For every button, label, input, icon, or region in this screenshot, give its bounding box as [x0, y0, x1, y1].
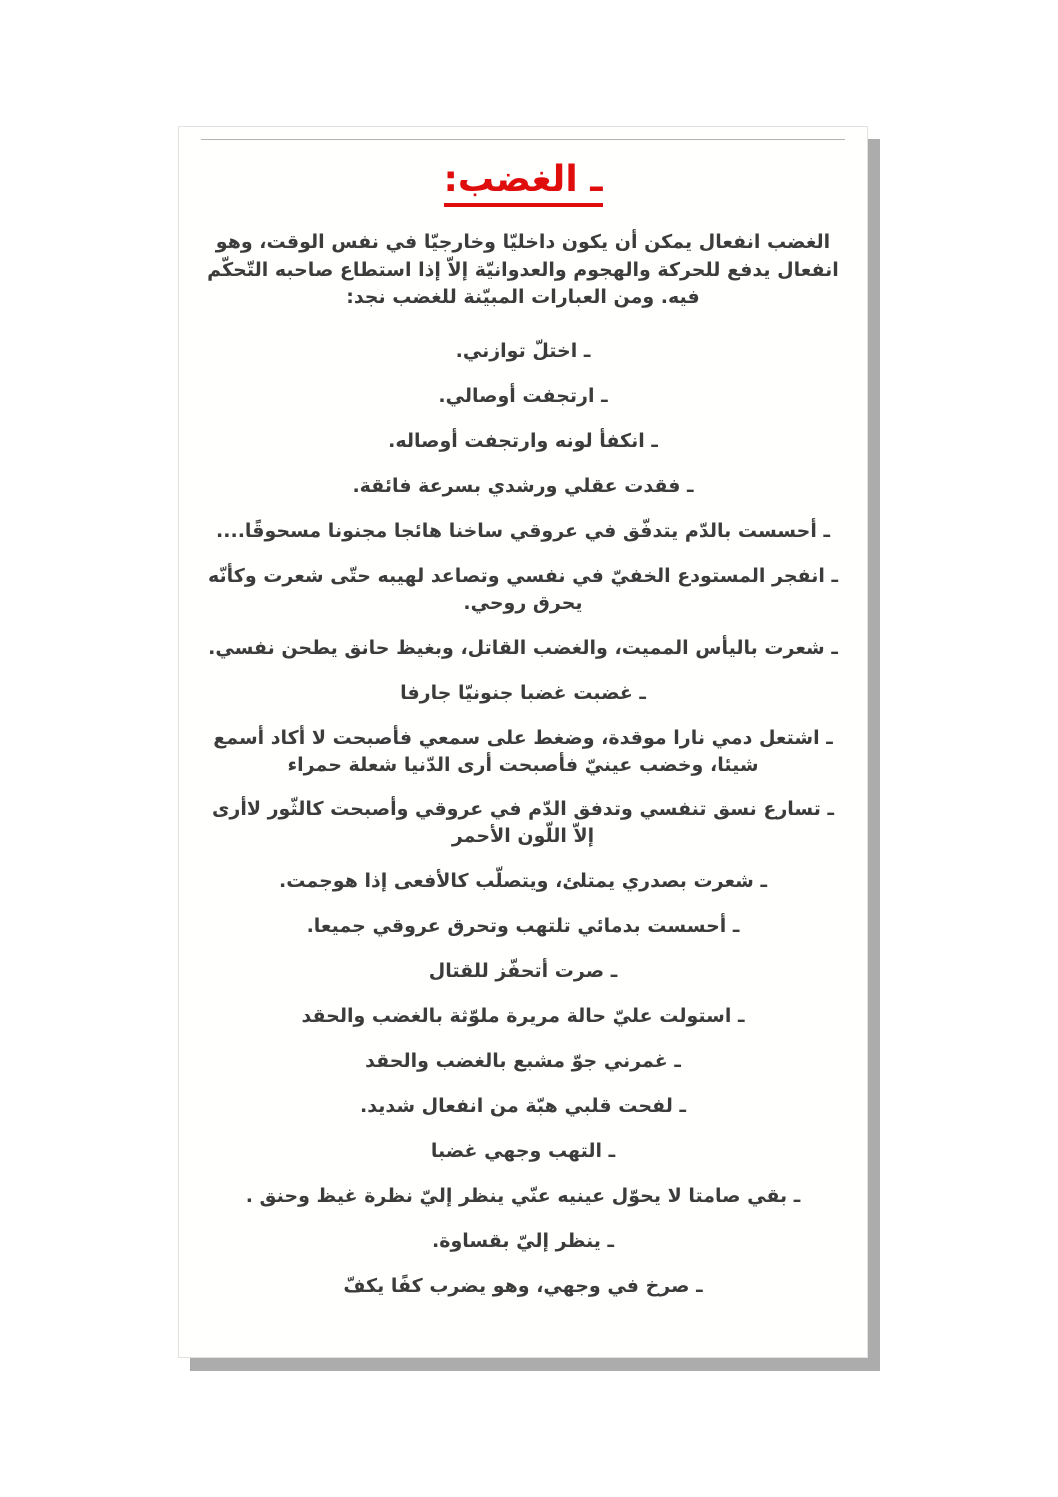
phrase-item: ـ ارتجفت أوصالي. — [438, 384, 608, 407]
phrase-item: ـ تسارع نسق تنفسي وتدفق الدّم في عروقي وأصبحت كالثّور لاأرى إلاّ اللّون الأحمر — [211, 798, 835, 848]
phrase-item: ـ غضبت غضبا جنونيّا جارفا — [400, 681, 646, 704]
phrase-item: ـ صرت أتحفّز للقتال — [428, 960, 618, 983]
phrase-item: ـ صرخ في وجهي، وهو يضرب كفًا يكفّ — [343, 1275, 703, 1298]
top-rule — [201, 139, 845, 140]
phrase-item: ـ اختلّ توازني. — [455, 339, 591, 362]
page-title — [199, 158, 847, 201]
page-title-text: ـ الغضب: — [444, 159, 603, 207]
phrase-item: ـ غمرني جوّ مشبع بالغضب والحقد — [365, 1050, 681, 1073]
phrase-item: ـ أحسست بدمائي تلتهب وتحرق عروقي جميعا. — [306, 915, 740, 938]
phrase-item: ـ التهب وجهي غضبا — [430, 1140, 616, 1163]
phrase-item: ـ شعرت باليأس المميت، والغضب القاتل، وبغيظ حانق يطحن نفسي. — [208, 636, 838, 659]
phrase-item: ـ شعرت بصدري يمتلئ، ويتصلّب كالأفعى إذا هوجمت. — [279, 870, 767, 893]
phrase-item: ـ فقدت عقلي ورشدي بسرعة فائقة. — [352, 474, 694, 497]
phrase-item: ـ استولت عليّ حالة مريرة ملوّثة بالغضب والحقد — [301, 1005, 745, 1028]
phrase-item: ـ انفجر المستودع الخفيّ في نفسي وتصاعد لهيبه حتّى شعرت وكأنّه يحرق روحي. — [208, 564, 838, 614]
phrase-item: ـ بقي صامتا لا يحوّل عينيه عنّي ينظر إليّ نظرة غيظ وحنق . — [245, 1185, 801, 1208]
phrase-item: ـ انكفأ لونه وارتجفت أوصاله. — [388, 429, 658, 452]
phrase-item: ـ ينظر إليّ بقساوة. — [432, 1230, 614, 1253]
phrase-item: ـ اشتعل دمي نارا موقدة، وضغط على سمعي فأصبحت لا أكاد أسمع شيئا، وخضب عينيّ فأصبحت أرى الدّنيا شعلة حمراء — [213, 726, 833, 776]
phrase-item: ـ أحسست بالدّم يتدفّق في عروقي ساخنا هائجا مجنونا مسحوقًا.... — [216, 519, 830, 542]
phrase-item: ـ لفحت قلبي هبّة من انفعال شديد. — [360, 1095, 686, 1118]
intro-paragraph: الغضب انفعال يمكن أن يكون داخليّا وخارجيّا في نفس الوقت، وهو انفعال يدفع للحركة والهجوم والعدوانيّة إلاّ إذا استطاع صاحبه التّحكّم فيه. ومن العبارات المبيّنة للغضب نجد: — [207, 231, 839, 309]
document-page — [178, 126, 868, 1358]
